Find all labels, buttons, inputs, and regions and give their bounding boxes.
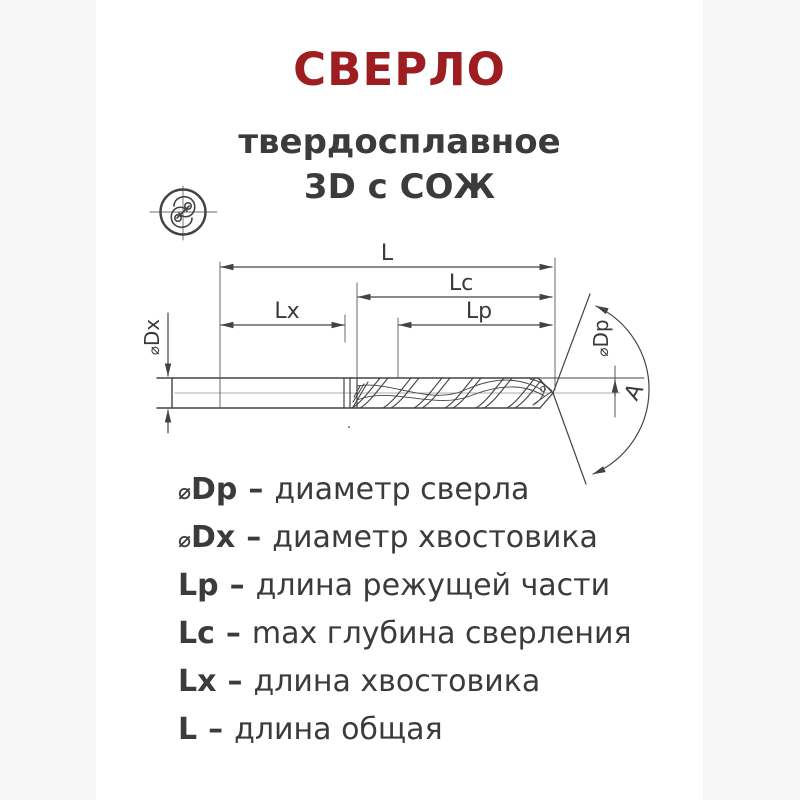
label-cutting-length: Lp — [465, 299, 493, 324]
subtitle-material: твердосплавное — [238, 122, 561, 162]
legend-item-Lc: Lc – max глубина сверления — [178, 616, 632, 651]
page-title: СВЕРЛО — [293, 43, 506, 96]
legend-item-Dx: ⌀Dx – диаметр хвостовика — [178, 520, 598, 555]
label-overall-length: L — [380, 241, 394, 266]
legend — [96, 466, 703, 754]
label-drill-diameter: ⌀Dp — [589, 319, 613, 357]
legend-item-Lx: Lx – длина хвостовика — [178, 664, 541, 699]
speck — [348, 426, 350, 428]
legend-item-Dp: ⌀Dp – диаметр сверла — [178, 472, 530, 507]
technical-drawing — [130, 180, 690, 510]
label-shank-diameter: ⌀Dx — [140, 318, 164, 356]
label-shank-length: Lx — [274, 299, 300, 324]
legend-item-Lp: Lp – длина режущей части — [178, 568, 611, 603]
legend-item-L: L – длина общая — [178, 712, 443, 747]
extension-lines — [220, 258, 555, 408]
subtitle-spec: 3D с СОЖ — [303, 167, 496, 207]
label-max-depth: Lc — [448, 271, 474, 296]
label-point-angle: A — [619, 379, 650, 405]
drill-end-view-icon — [150, 186, 217, 240]
